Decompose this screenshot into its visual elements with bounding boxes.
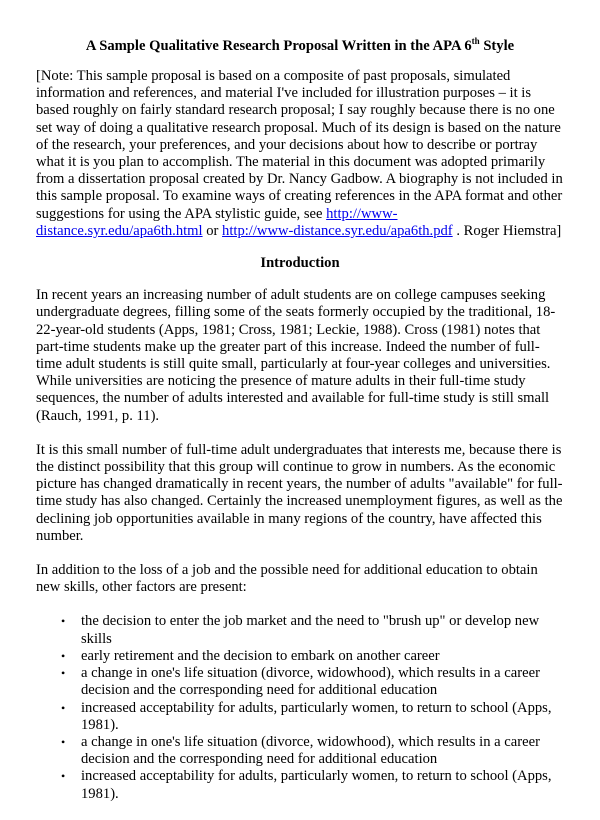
list-item (36, 665, 564, 699)
apa6th-pdf-link[interactable]: http://www-distance.syr.edu/apa6th.pdf (222, 222, 453, 239)
body-paragraph-3: In addition to the loss of a job and the possible need for additional education to obtain new skills, other factors are present: (36, 562, 538, 596)
apa6th-html-link[interactable]: http://www-distance.syr.edu/apa6th.html (36, 205, 398, 239)
note-text-part1: [Note: This sample proposal is based on a composite of past proposals, simulated information and references, and material I've included for illustration purposes – it is based roughly on fairly standard research proposal; I say roughly because there is no one set way of doing a qualitative research proposal. Much of its design is based on the nature of the research, your preferences, and your decisions about how to describe or portray what it is you plan to accomplish. The material in this document was adopted primarily from a dissertation proposal created by Dr. Nancy Gadbow. A biography is not included in this sample proposal. To examine ways of creating references in the APA format and other suggestions for using the APA stylistic guide, see (36, 68, 563, 222)
title-superscript: th (471, 36, 480, 47)
list-item-text: a change in one's life situation (divorce, widowhood), which results in a career decision and the corresponding need for additional education (81, 733, 540, 768)
document-page (36, 37, 564, 820)
list-item (36, 648, 564, 665)
factors-list (36, 613, 564, 802)
bullet-icon: • (61, 734, 66, 749)
bullet-icon: • (61, 614, 66, 629)
list-item (36, 734, 564, 768)
body-paragraph-2: It is this small number of full-time adult undergraduates that interests me, because there is the distinct possibility that this group will continue to grow in numbers. As the economic picture has changed dramatically in recent years, the number of adults "available" for full-time study has also changed. Certainly the increased unemployment figures, as well as the declining job opportunities available in many regions of the country, have affected this number. (36, 441, 563, 544)
note-connector: or (202, 222, 223, 239)
bullet-icon: • (61, 648, 66, 663)
list-item (36, 613, 564, 647)
document-title (36, 37, 564, 55)
bullet-icon: • (61, 666, 66, 681)
bullet-icon: • (61, 769, 66, 784)
note-text-part2: . Roger Hiemstra] (452, 222, 562, 239)
list-item-text: the decision to enter the job market and the need to "brush up" or develop new skills (81, 613, 540, 647)
list-item (36, 700, 564, 734)
list-item-text: a change in one's life situation (divorce, widowhood), which results in a career decision and the corresponding need for additional education (81, 665, 540, 699)
introduction-heading: Introduction (260, 255, 340, 272)
list-item-text: increased acceptability for adults, particularly women, to return to school (Apps, 1981). (81, 768, 552, 802)
list-item-text: increased acceptability for adults, particularly women, to return to school (Apps, 1981). (81, 699, 552, 733)
title-suffix: Style (479, 38, 515, 54)
title-prefix: A Sample Qualitative Research Proposal Written in the APA 6 (85, 38, 472, 54)
note-paragraph (36, 68, 564, 240)
bullet-icon: • (61, 700, 66, 715)
list-item (36, 768, 564, 802)
list-item-text: early retirement and the decision to embark on another career (81, 647, 440, 664)
body-paragraph-1: In recent years an increasing number of adult students are on college campuses seeking undergraduate degrees, filling some of the seats formerly occupied by the traditional, 18-22-year-old students (Apps, 1981; Cross, 1981; Leckie, 1988). Cross (1981) notes that part-time students make up the greater part of this increase. Indeed the number of full-time adult students is still quite small, particularly at four-year colleges and universities. While universities are noticing the presence of mature adults in their full-time study sequences, the number of adults interested and available for full-time study is still small (Rauch, 1991, p. 11). (36, 287, 556, 424)
